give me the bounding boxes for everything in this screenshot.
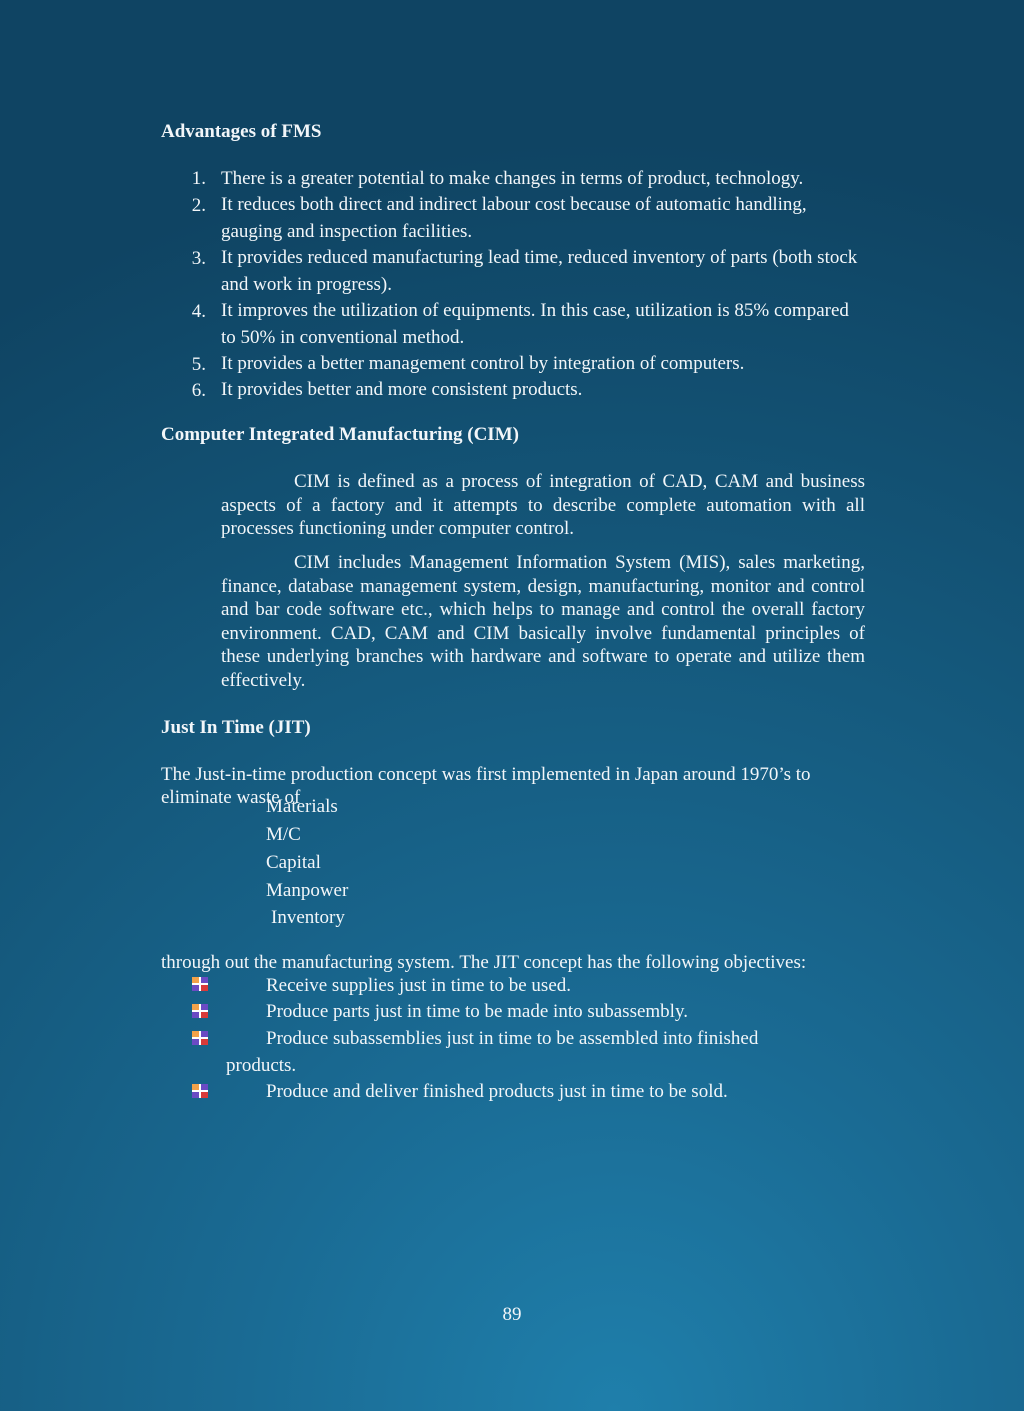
jit-heading: Just In Time (JIT) <box>161 717 311 738</box>
jit-outro: through out the manufacturing system. The JIT concept has the following objectives: <box>161 952 807 973</box>
cim-heading: Computer Integrated Manufacturing (CIM) <box>161 424 519 445</box>
waste-item: Capital <box>266 852 321 873</box>
list-text: There is a greater potential to make changes in terms of product, technology. <box>221 168 804 189</box>
list-number: 2. <box>191 195 206 216</box>
waste-item: Manpower <box>266 880 349 901</box>
waste-item: Materials <box>266 796 338 817</box>
jit-intro-line-2: eliminate waste of <box>161 787 301 808</box>
objective-item-continuation: products. <box>226 1055 297 1076</box>
fms-heading: Advantages of FMS <box>161 121 322 142</box>
list-text: It improves the utilization of equipments. In this case, utilization is 85% compared to 50% in conventional method. <box>221 300 849 348</box>
windmill-bullet-icon <box>192 1031 208 1045</box>
list-text: It provides better and more consistent products. <box>221 379 583 400</box>
list-text: It provides a better management control by integration of computers. <box>221 353 745 374</box>
jit-intro-line-1: The Just-in-time production concept was first implemented in Japan around 1970’s to <box>161 764 811 785</box>
waste-item: M/C <box>266 824 301 845</box>
page-number: 89 <box>502 1304 522 1325</box>
objective-item: Produce parts just in time to be made into subassembly. <box>266 1001 688 1022</box>
list-text: It reduces both direct and indirect labour cost because of automatic handling, gauging and inspection facilities. <box>221 194 807 242</box>
list-number: 6. <box>191 380 206 401</box>
list-number: 3. <box>191 248 206 269</box>
list-number: 1. <box>191 168 206 189</box>
list-number: 4. <box>191 301 206 322</box>
objective-item: Produce subassemblies just in time to be assembled into finished <box>266 1028 759 1049</box>
list-number: 5. <box>191 354 206 375</box>
objective-item: Produce and deliver finished products just in time to be sold. <box>266 1081 728 1102</box>
windmill-bullet-icon <box>192 1084 208 1098</box>
objective-item: Receive supplies just in time to be used. <box>266 975 572 996</box>
waste-item: Inventory <box>271 907 345 928</box>
cim-paragraph-1: CIM is defined as a process of integration of CAD, CAM and business aspects of a factory and it attempts to describe complete automation with all processes functioning under computer control. <box>221 471 865 539</box>
list-text: It provides reduced manufacturing lead time, reduced inventory of parts (both stock and work in progress). <box>221 247 858 295</box>
windmill-bullet-icon <box>192 1004 208 1018</box>
cim-paragraph-2: CIM includes Management Information System (MIS), sales marketing, finance, database management system, design, manufacturing, monitor and control and bar code software etc., which helps to manage and control the overall factory environment. CAD, CAM and CIM basically involve fundamental principles of these underlying branches with hardware and software to operate and utilize them effectively. <box>221 552 865 691</box>
windmill-bullet-icon <box>192 977 208 991</box>
